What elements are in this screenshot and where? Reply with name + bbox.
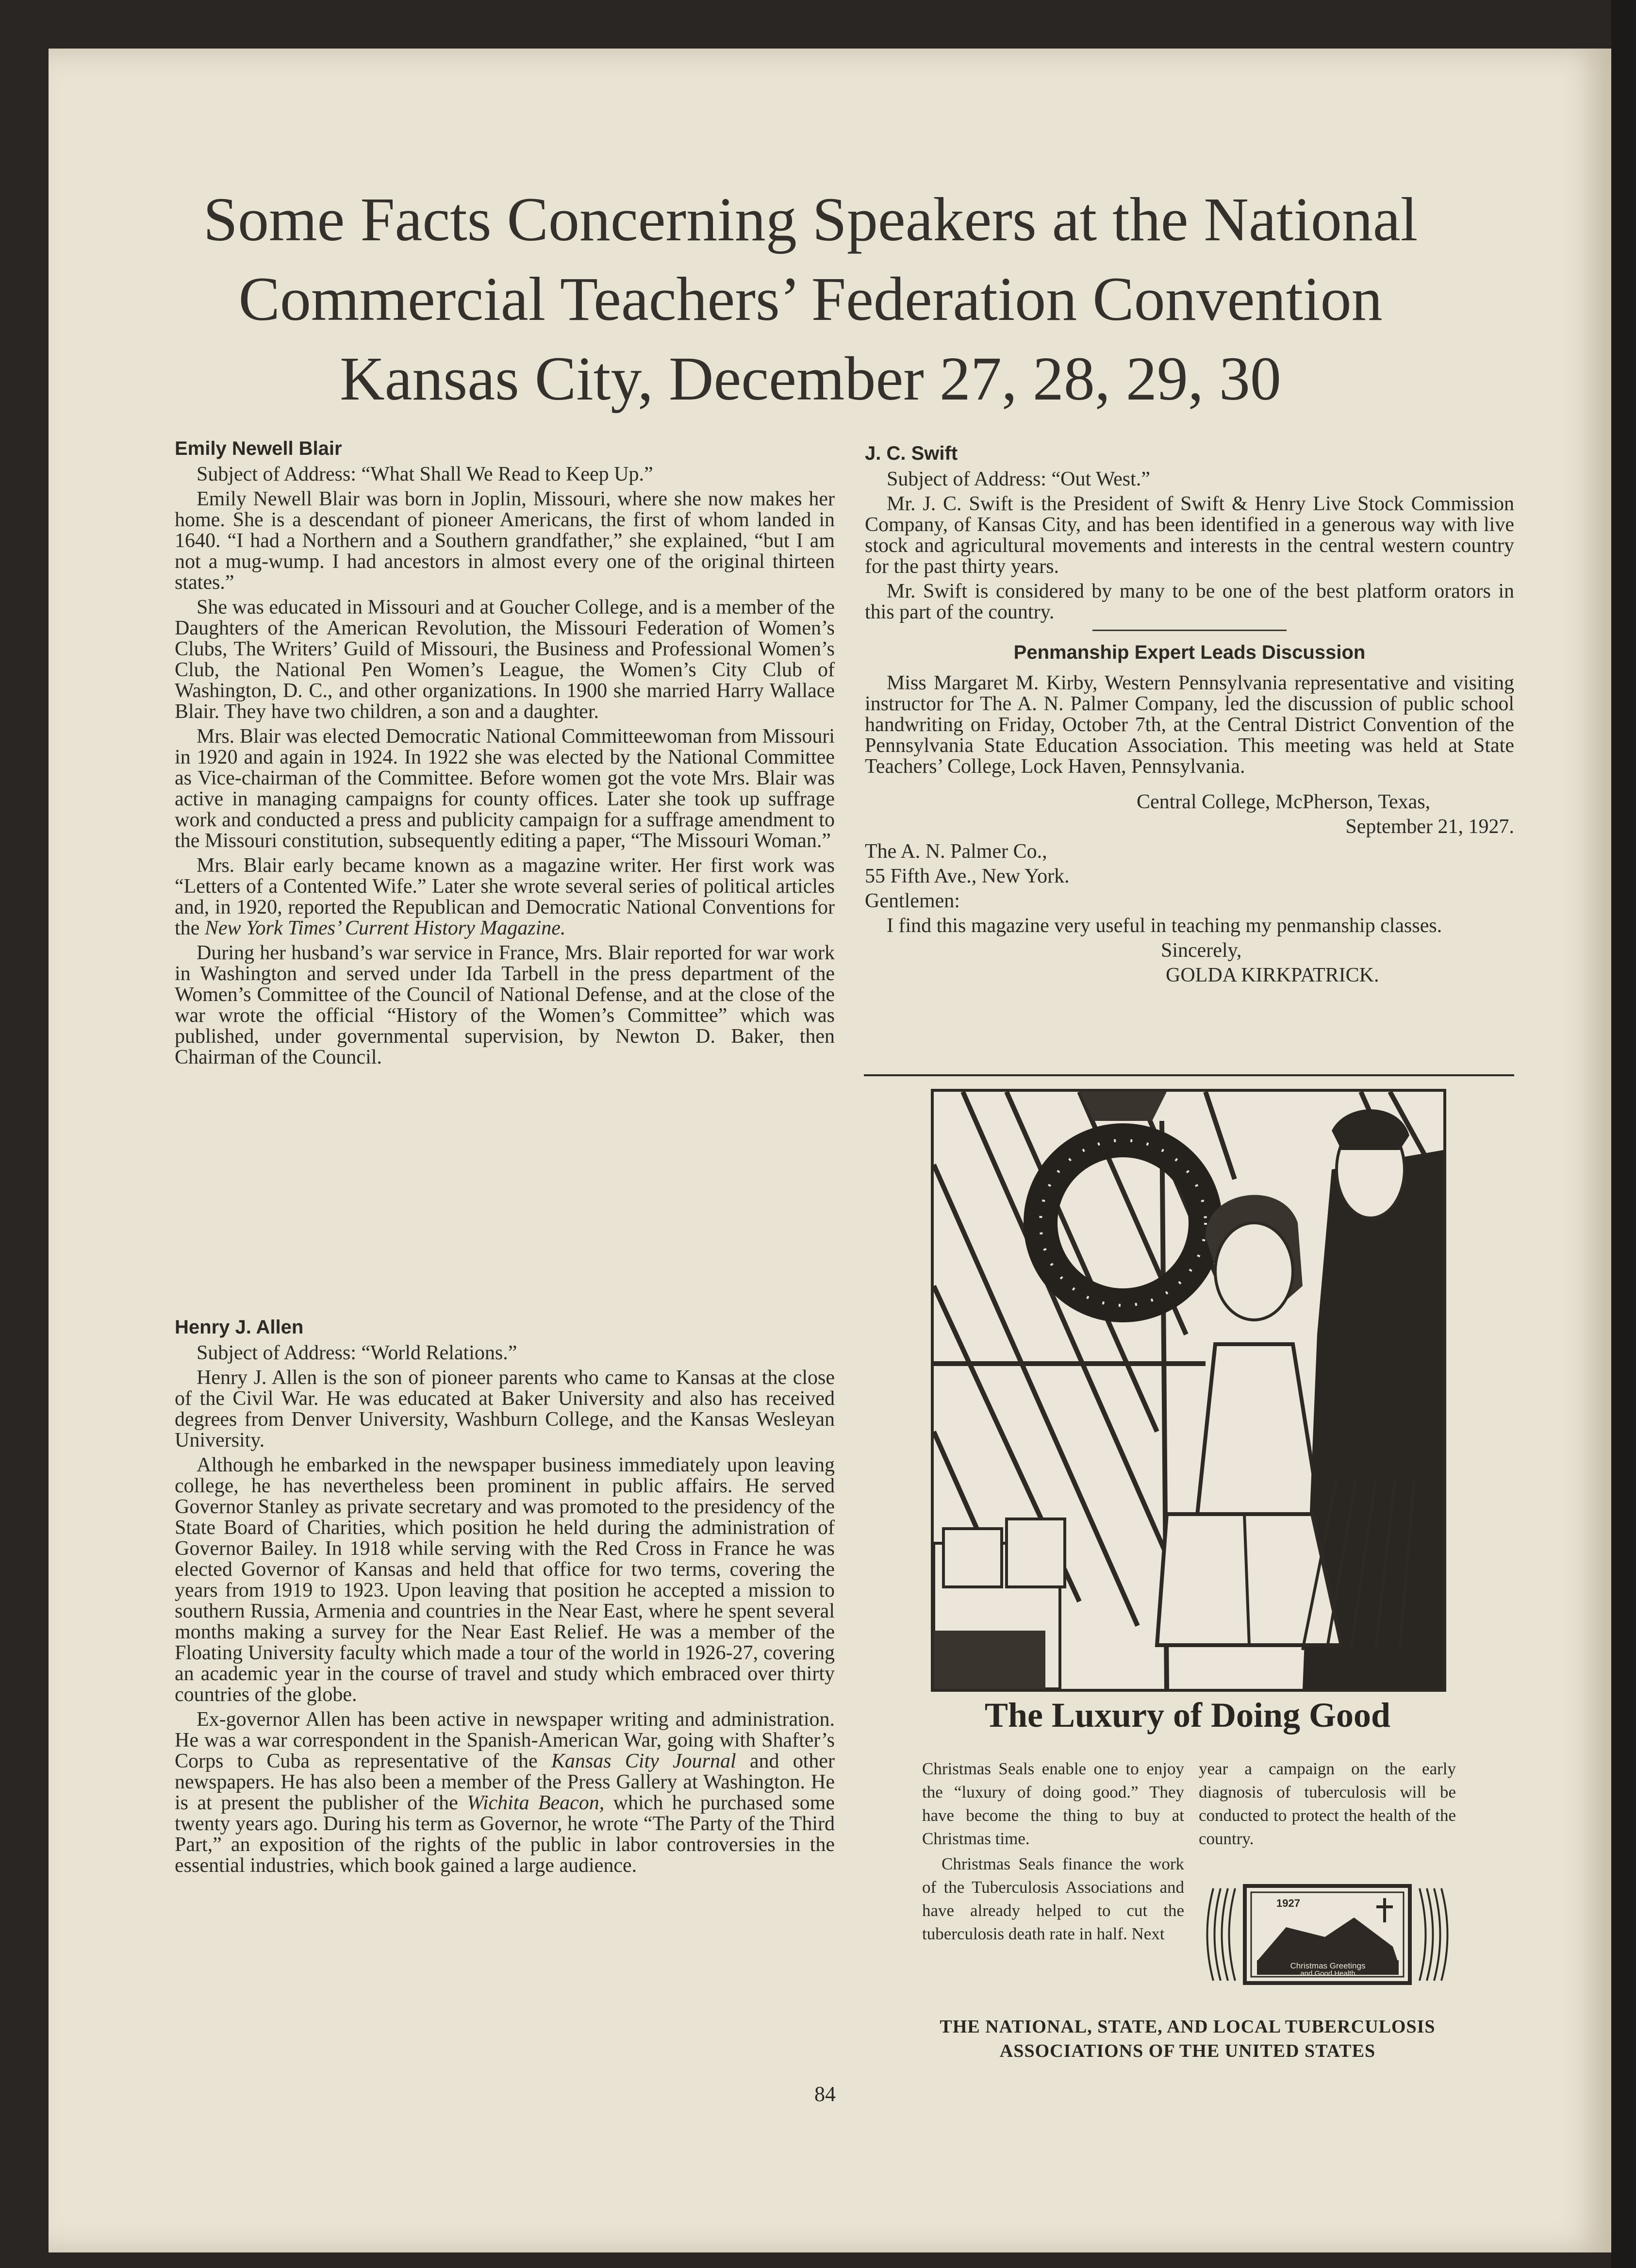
- allen-article: [175, 1316, 835, 1880]
- couple-wrapping-gifts-image: [934, 1092, 1443, 1689]
- swift-paragraph: Mr. Swift is considered by many to be one of the best platform orators in this part of the country.: [865, 580, 1514, 623]
- letter-closing: Sincerely,: [1161, 939, 1242, 962]
- blair-paragraph: She was educated in Missouri and at Goucher College, and is a member of the Daughters of the American Revolution, the Missouri Federation of Women’s Clubs, The Writers’ Guild of Missouri, the Business and Professional Women’s Club, the National Pen Women’s League, the Women’s City Club of Washington, D. C., and other organizations. In 1900 she married Harry Wallace Blair. They have two children, a son and a daughter.: [175, 596, 835, 723]
- allen-newspaper-name: Kansas City Journal: [551, 1750, 736, 1772]
- page-number: 84: [814, 2082, 836, 2106]
- advertisement-right-column: [1199, 1757, 1456, 1852]
- allen-text: Ex-governor Allen has been active in newspaper writing and administration. He was a war correspondent in the Spanish-American War, going with Shafter’s Corps to Cuba as representative of the: [175, 1708, 835, 1772]
- page-edge-shadow: [1611, 0, 1636, 2268]
- advertisement-text: Christmas Seals enable one to enjoy the “luxury of doing good.” They have become the thing to buy at Christmas time.: [922, 1759, 1184, 1848]
- advertisement-left-column: [922, 1757, 1184, 1948]
- seal-greeting-line-1: Christmas Greetings: [1290, 1961, 1366, 1970]
- seal-greeting-line-2: and Good Health: [1300, 1969, 1355, 1978]
- title-line-2: Commercial Teachers’ Federation Convention: [238, 265, 1383, 334]
- allen-subject: Subject of Address: “World Relations.”: [197, 1342, 517, 1364]
- seal-year: 1927: [1276, 1897, 1300, 1909]
- letter-salutation: Gentlemen:: [865, 890, 960, 912]
- advertisement-footer-line-2: ASSOCIATIONS OF THE UNITED STATES: [999, 2041, 1376, 2061]
- christmas-seal-icon: [1199, 1879, 1456, 1990]
- penmanship-paragraph: Miss Margaret M. Kirby, Western Pennsylvania representative and visiting instructor for The A. N. Palmer Company, led the discussion of public school handwriting on Friday, October 7th, at the Central District Convention of the Pennsylvania State Education Association. This meeting was held at State Teachers’ College, Lock Haven, Pennsylvania.: [865, 672, 1514, 778]
- blair-paragraph: [175, 855, 835, 939]
- blair-text: Mrs. Blair early became known as a magazine writer. Her first work was “Letters of a Contented Wife.” Later she wrote several series of political articles and, in 1920, reported the Republican and Democratic National Conventions for the: [175, 854, 835, 939]
- blair-magazine-name: New York Times’ Current History Magazine.: [204, 917, 566, 939]
- advertisement-title: The Luxury of Doing Good: [984, 1696, 1391, 1734]
- swift-subject: Subject of Address: “Out West.”: [887, 468, 1150, 490]
- allen-paragraph: Although he embarked in the newspaper business immediately upon leaving college, he has nevertheless been prominent in public affairs. He served Governor Stanley as private secretary and was promoted to the presidency of the State Board of Charities, which position he held during the administration of Governor Bailey. In 1918 while serving with the Red Cross in France he was elected Governor of Kansas and held that office for two terms, covering the years from 1919 to 1923. Upon leaving that position he accepted a mission to southern Russia, Armenia and countries in the Near East, where he spent several months making a survey for the Near East Relief. He was a member of the Floating University faculty which made a tour of the world in 1926-27, covering an academic year in the course of travel and study which embraced over thirty countries of the globe.: [175, 1454, 835, 1706]
- allen-text: and other newspapers. He has also been a member of the Press Gallery at Washington. He is at present the publisher of the: [175, 1750, 835, 1814]
- letter-address-2: 55 Fifth Ave., New York.: [865, 865, 1070, 887]
- title-line-3: Kansas City, December 27, 28, 29, 30: [340, 344, 1281, 413]
- letter-date: September 21, 1927.: [1345, 816, 1514, 838]
- allen-heading: Henry J. Allen: [175, 1317, 304, 1338]
- letter-place: Central College, McPherson, Texas,: [1137, 791, 1431, 813]
- blair-paragraph: Emily Newell Blair was born in Joplin, Missouri, where she now makes her home. She is a descendant of pioneer Americans, the first of whom landed in 1640. “I had a Northern and a Southern grandfather,” she explained, “but I am not a mug-wump. I had ancestors in almost every one of the original thirteen states.”: [175, 488, 835, 594]
- christmas-illustration: [931, 1089, 1446, 1692]
- allen-newspaper-name: Wichita Beacon,: [467, 1792, 605, 1814]
- letter-body: I find this magazine very useful in teaching my penmanship classes.: [887, 915, 1442, 937]
- letter-address-1: The A. N. Palmer Co.,: [865, 840, 1047, 863]
- allen-text: which he purchased some twenty years ago. During his term as Governor, he wrote “The Party of the Third Part,” an exposition of the rights of the public in labor controversies in the essential industries, which book gained a large audience.: [175, 1792, 835, 1877]
- advertisement-top-rule: [864, 1074, 1514, 1076]
- letter-signature: GOLDA KIRKPATRICK.: [1166, 964, 1379, 986]
- right-column: [865, 442, 1514, 990]
- section-divider: [1092, 630, 1287, 631]
- blair-subject: Subject of Address: “What Shall We Read to Keep Up.”: [197, 463, 653, 485]
- blair-paragraph: During her husband’s war service in France, Mrs. Blair reported for war work in Washington and served under Ida Tarbell in the press department of the Women’s Committee of the Council of National Defense, and at the close of the war wrote the official “History of the Women’s Committee” which was published, under governmental supervision, by Newton D. Baker, then Chairman of the Council.: [175, 942, 835, 1068]
- blair-article: [175, 437, 835, 1072]
- advertisement-text: Christmas Seals finance the work of the Tuberculosis Associations and have already helped to cut the tuberculosis death rate in half. Next: [922, 1854, 1184, 1943]
- penmanship-heading: Penmanship Expert Leads Discussion: [1013, 642, 1366, 663]
- advertisement-text: year a campaign on the early diagnosis of tuberculosis will be conducted to protect the health of the country.: [1199, 1759, 1456, 1848]
- allen-paragraph: Henry J. Allen is the son of pioneer parents who came to Kansas at the close of the Civil War. He was educated at Baker University and also has received degrees from Denver University, Washburn College, and the Kansas Wesleyan University.: [175, 1367, 835, 1451]
- blair-heading: Emily Newell Blair: [175, 438, 342, 459]
- title-line-1: Some Facts Concerning Speakers at the National: [203, 185, 1418, 254]
- christmas-seal: [1199, 1879, 1456, 1990]
- swift-paragraph: Mr. J. C. Swift is the President of Swift & Henry Live Stock Commission Company, of Kansas City, and has been identified in a generous way with live stock and agricultural movements and interests in the central western country for the past thirty years.: [865, 493, 1514, 578]
- allen-paragraph: [175, 1709, 835, 1876]
- blair-paragraph: Mrs. Blair was elected Democratic National Committeewoman from Missouri in 1920 and again in 1924. In 1922 she was elected by the National Committee as Vice-chairman of the Committee. Before women got the vote Mrs. Blair was active in managing campaigns for county offices. Later she took up suffrage work and conducted a press and publicity campaign for a suffrage amendment to the Missouri constitution, subsequently editing a paper, “The Missouri Woman.”: [175, 725, 835, 852]
- advertisement-footer-line-1: THE NATIONAL, STATE, AND LOCAL TUBERCULOSIS: [940, 2017, 1436, 2037]
- swift-heading: J. C. Swift: [865, 443, 958, 464]
- page-title: [126, 180, 1495, 418]
- advertisement-footer: [865, 2015, 1510, 2063]
